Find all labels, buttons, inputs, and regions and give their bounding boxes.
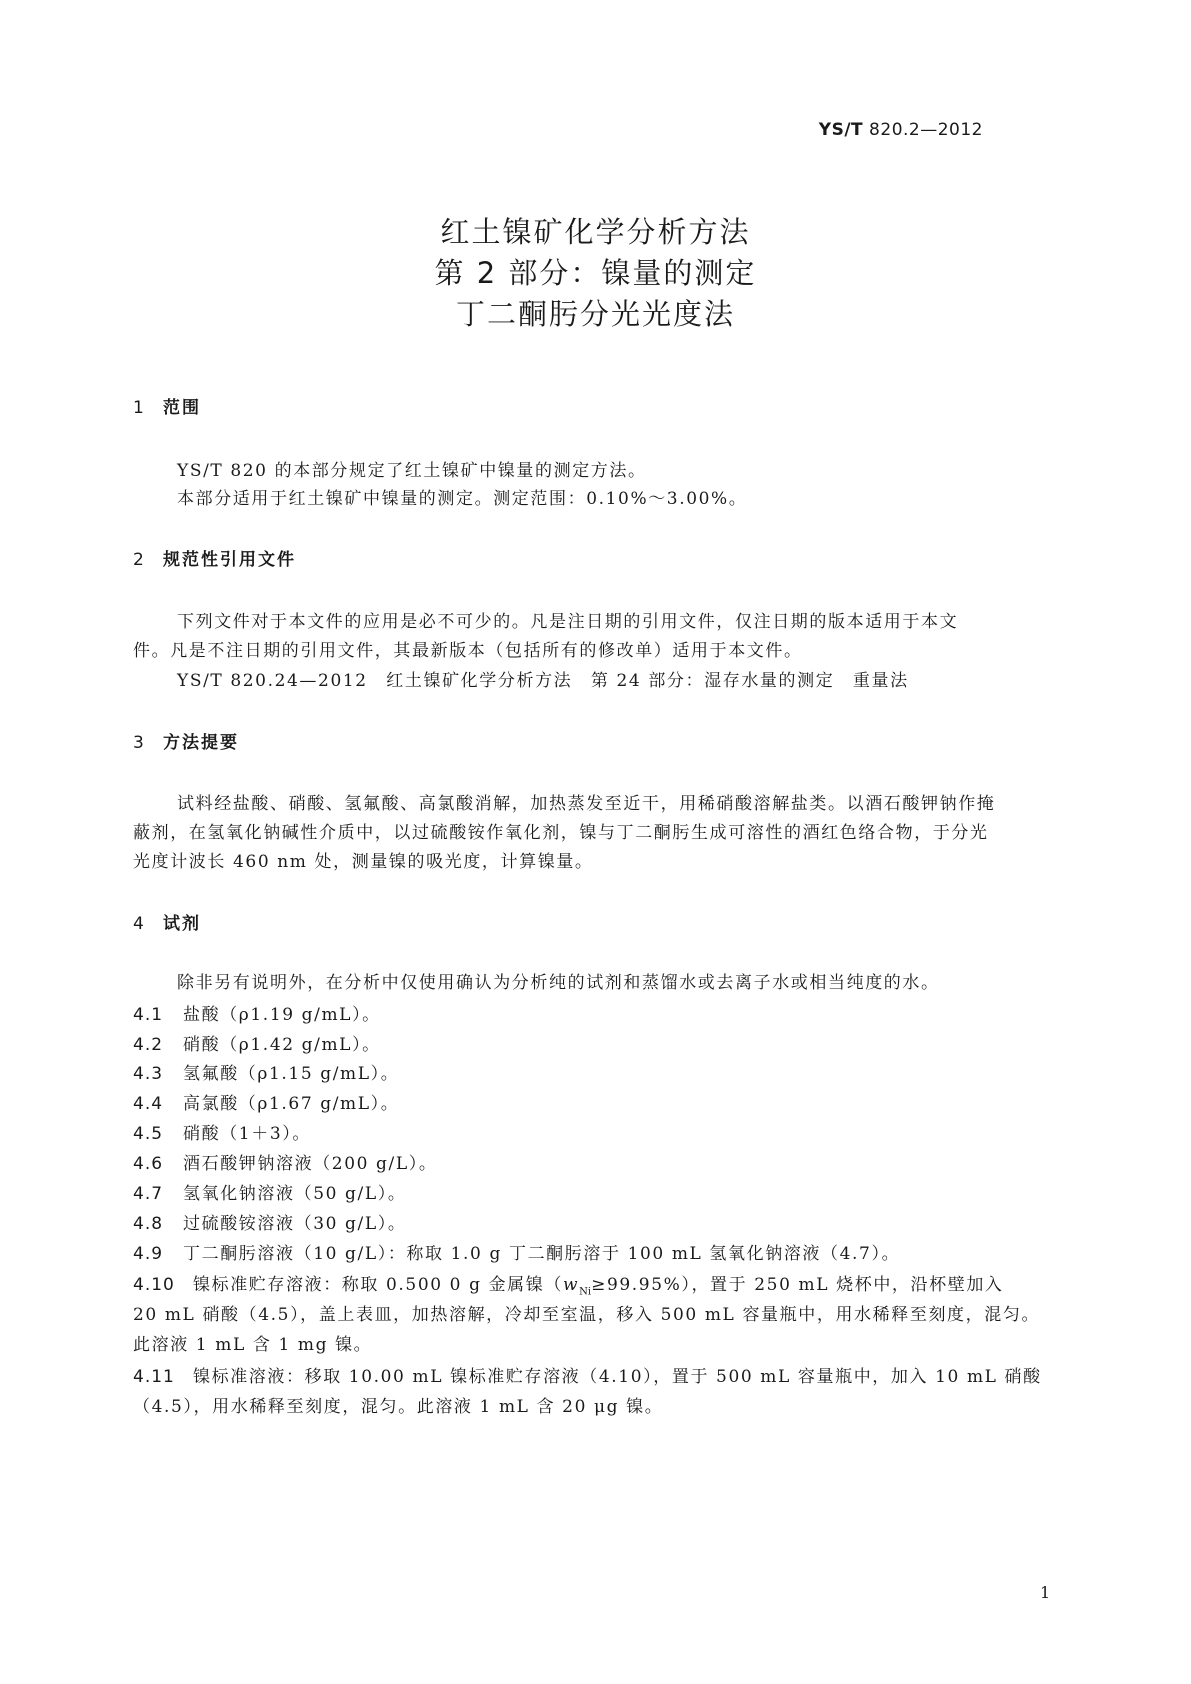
paragraph-line: 此溶液 1 mL 含 1 mg 镍。 — [133, 1335, 373, 1355]
item-text: 硝酸（ρ1.42 g/mL）。 — [183, 1035, 381, 1055]
item-number: 4.5 — [133, 1124, 164, 1144]
item-text: 高氯酸（ρ1.67 g/mL）。 — [183, 1094, 400, 1114]
document-title — [0, 212, 1191, 335]
item-number: 4.6 — [133, 1154, 164, 1174]
paragraph-line: 除非另有说明外，在分析中仅使用确认为分析纯的试剂和蒸馏水或去离子水或相当纯度的水。 — [177, 973, 940, 993]
section-number: 3 — [133, 733, 144, 753]
item-number: 4.3 — [133, 1064, 164, 1084]
item-number: 4.1 — [133, 1005, 164, 1025]
paragraph-line: （4.5），用水稀释至刻度，混匀。此溶液 1 mL 含 20 μg 镍。 — [133, 1397, 664, 1417]
item-text: 氢氟酸（ρ1.15 g/mL）。 — [183, 1064, 400, 1084]
item-number: 4.4 — [133, 1094, 164, 1114]
title-line-2: 第 2 部分：镍量的测定 — [434, 256, 757, 290]
item-text: 氢氧化钠溶液（50 g/L）。 — [183, 1184, 407, 1204]
mass-fraction-symbol: w — [562, 1275, 580, 1295]
section-3-heading — [133, 728, 239, 753]
standard-code-number: 820.2—2012 — [863, 120, 983, 140]
paragraph-line: 本部分适用于红土镍矿中镍量的测定。测定范围：0.10%～3.00%。 — [177, 489, 748, 509]
item-number: 4.2 — [133, 1035, 164, 1055]
paragraph-line: YS/T 820 的本部分规定了红土镍矿中镍量的测定方法。 — [177, 461, 647, 481]
section-2-heading — [133, 545, 296, 570]
reagent-item — [133, 1030, 1063, 1055]
section-4-heading — [133, 909, 201, 934]
section-title: 范围 — [163, 398, 201, 418]
reagent-item — [133, 1149, 1063, 1174]
section-number: 2 — [133, 550, 144, 570]
normative-reference: YS/T 820.24—2012 红土镍矿化学分析方法 第 24 部分：湿存水量的测定 重量法 — [177, 671, 909, 691]
reagent-item-4-11 — [133, 1362, 1063, 1387]
item-number: 4.8 — [133, 1214, 164, 1234]
section-title: 规范性引用文件 — [163, 550, 296, 570]
section-title: 方法提要 — [163, 733, 239, 753]
section-title: 试剂 — [163, 914, 201, 934]
title-line-3: 丁二酮肟分光光度法 — [455, 297, 735, 331]
item-text: 过硫酸铵溶液（30 g/L）。 — [183, 1214, 407, 1234]
paragraph-line: 蔽剂，在氢氧化钠碱性介质中，以过硫酸铵作氧化剂，镍与丁二酮肟生成可溶性的酒红色络合物，于分光 — [133, 823, 989, 843]
item-text: 镍标准溶液：移取 10.00 mL 镍标准贮存溶液（4.10），置于 500 mL 容量瓶中，加入 10 mL 硝酸 — [193, 1367, 1042, 1387]
reagent-item — [133, 1089, 1063, 1114]
paragraph-line: 光度计波长 460 nm 处，测量镍的吸光度，计算镍量。 — [133, 852, 594, 872]
reagent-item — [133, 1119, 1063, 1144]
item-number: 4.10 — [133, 1275, 175, 1295]
reagent-item — [133, 1000, 1063, 1025]
item-number: 4.7 — [133, 1184, 164, 1204]
paragraph-line: 下列文件对于本文件的应用是必不可少的。凡是注日期的引用文件，仅注日期的版本适用于本文 — [177, 612, 959, 632]
page-number: 1 — [1040, 1583, 1051, 1602]
item-text-part: 镍标准贮存溶液：称取 0.500 0 g 金属镍（ — [193, 1275, 563, 1295]
item-text: 硝酸（1＋3）。 — [183, 1124, 311, 1144]
item-text: 酒石酸钾钠溶液（200 g/L）。 — [183, 1154, 438, 1174]
item-text: 丁二酮肟溶液（10 g/L）：称取 1.0 g 丁二酮肟溶于 100 mL 氢氧化钠溶液（4.7）。 — [183, 1244, 901, 1264]
reagent-item-4-10 — [133, 1270, 1063, 1297]
reagent-item — [133, 1059, 1063, 1084]
item-text: 盐酸（ρ1.19 g/mL）。 — [183, 1005, 381, 1025]
title-line-1: 红土镍矿化学分析方法 — [440, 215, 751, 249]
paragraph-line: 20 mL 硝酸（4.5），盖上表皿，加热溶解，冷却至室温，移入 500 mL 容量瓶中，用水稀释至刻度，混匀。 — [133, 1305, 1041, 1325]
reagent-item — [133, 1239, 1063, 1264]
section-number: 4 — [133, 914, 144, 934]
item-number: 4.9 — [133, 1244, 164, 1264]
paragraph-line: 件。凡是不注日期的引用文件，其最新版本（包括所有的修改单）适用于本文件。 — [133, 641, 803, 661]
reagent-item — [133, 1179, 1063, 1204]
section-number: 1 — [133, 398, 144, 418]
paragraph-line: 试料经盐酸、硝酸、氢氟酸、高氯酸消解，加热蒸发至近干，用稀硝酸溶解盐类。以酒石酸钾钠作掩 — [177, 794, 996, 814]
item-text-part: ≥99.95%），置于 250 mL 烧杯中，沿杯壁加入 — [591, 1275, 1004, 1295]
standard-code — [819, 120, 983, 140]
section-1-heading — [133, 393, 201, 418]
mass-fraction-subscript: Ni — [579, 1286, 592, 1298]
reagent-item — [133, 1209, 1063, 1234]
standard-code-prefix: YS/T — [818, 120, 864, 140]
item-number: 4.11 — [133, 1367, 175, 1387]
